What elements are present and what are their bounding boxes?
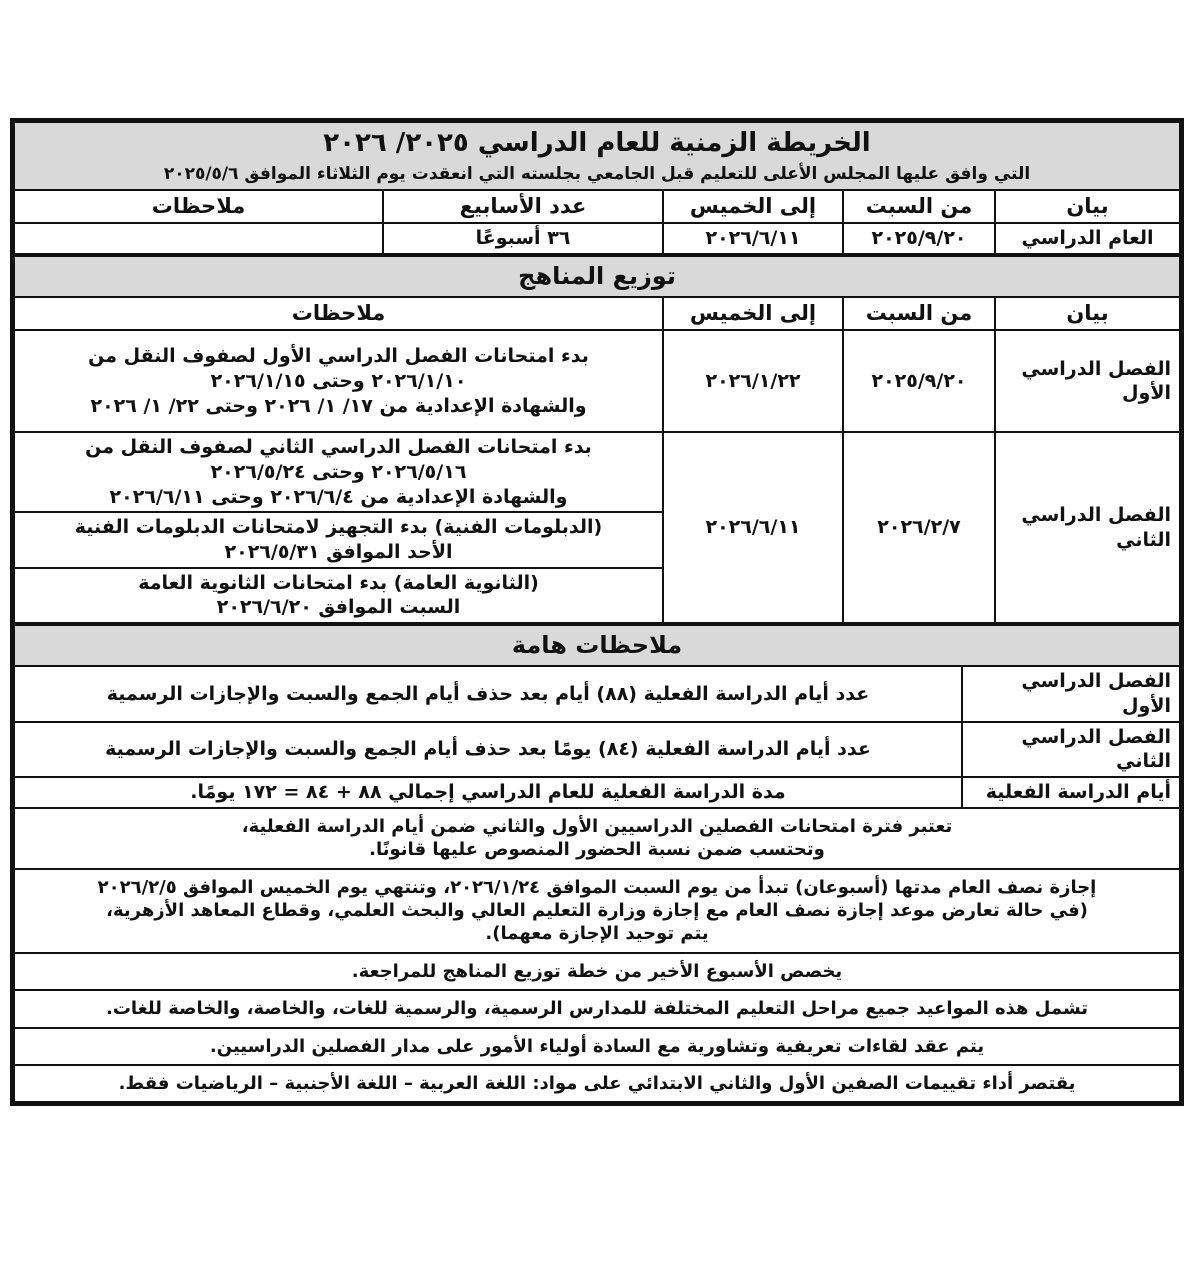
academic-year-row bbox=[14, 223, 1180, 254]
term1-from: ٢٠٢٥/٩/٢٠ bbox=[843, 330, 995, 432]
header-weeks: عدد الأسابيع bbox=[383, 190, 663, 223]
term2-note-line: ٢٠٢٦/٥/١٦ وحتى ٢٠٢٦/٥/٢٤ bbox=[210, 461, 467, 484]
midyear-note-row bbox=[14, 869, 1180, 953]
term1-notes bbox=[14, 330, 663, 432]
secondary-note-line: السبت الموافق ٢٠٢٦/٦/٢٠ bbox=[216, 596, 461, 619]
term2-notes-exams bbox=[14, 432, 663, 512]
term1-note-line: ٢٠٢٦/١/١٠ وحتى ٢٠٢٦/١/١٥ bbox=[210, 370, 467, 393]
term1-note-line: والشهادة الإعدادية من ١٧/ ١/ ٢٠٢٦ وحتى ٢٢/ ١/ ٢٠٢٦ bbox=[90, 394, 587, 417]
curriculum-header-statement: بيان bbox=[995, 297, 1180, 330]
important-section-title: ملاحظات هامة bbox=[14, 625, 1180, 666]
important-notes-table bbox=[13, 624, 1181, 1103]
curriculum-header-to: إلى الخميس bbox=[663, 297, 843, 330]
curriculum-section-title: توزيع المناهج bbox=[14, 256, 1180, 297]
important-row-label: الفصل الدراسي الأول bbox=[962, 666, 1180, 721]
important-row-label: أيام الدراسة الفعلية bbox=[962, 777, 1180, 808]
meetings-note-row bbox=[14, 1028, 1180, 1065]
midyear-note-line: يتم توحيد الإجازة معهما). bbox=[485, 923, 709, 945]
page-subtitle: التي وافق عليها المجلس الأعلى للتعليم قبل الجامعي بجلسته التي انعقدت يوم الثلاثاء الموافق ٢٠٢٥/٥/٦ bbox=[163, 163, 1031, 184]
curriculum-header-notes: ملاحظات bbox=[14, 297, 663, 330]
term1-note-line: بدء امتحانات الفصل الدراسي الأول لصفوف النقل من bbox=[88, 345, 589, 368]
diplomas-note-line: (الدبلومات الفنية) بدء التجهيز لامتحانات الدبلومات الفنية bbox=[74, 516, 603, 539]
exams-note-line: وتحتسب ضمن نسبة الحضور المنصوص عليها قانونًا. bbox=[369, 839, 825, 861]
year-table-header bbox=[14, 190, 1180, 223]
term1-to: ٢٠٢٦/١/٢٢ bbox=[663, 330, 843, 432]
diplomas-note-line: الأحد الموافق ٢٠٢٦/٥/٣١ bbox=[224, 541, 453, 564]
term1-label: الفصل الدراسي الأول bbox=[995, 330, 1180, 432]
title-row bbox=[14, 122, 1180, 190]
midyear-note-line: (في حالة تعارض موعد إجازة نصف العام مع إجازة وزارة التعليم العالي والبحث العلمي، وقطاع المعاهد الأزهرية، bbox=[106, 899, 1088, 921]
review-note: يخصص الأسبوع الأخير من خطة توزيع المناهج للمراجعة. bbox=[14, 953, 1180, 990]
assessments-note-row bbox=[14, 1065, 1180, 1102]
header-to: إلى الخميس bbox=[663, 190, 843, 223]
term2-to: ٢٠٢٦/٦/١١ bbox=[663, 432, 843, 623]
important-row-label: الفصل الدراسي الثاني bbox=[962, 722, 1180, 777]
term2-note-line: بدء امتحانات الفصل الدراسي الثاني لصفوف النقل من bbox=[85, 436, 592, 459]
important-section-head bbox=[14, 625, 1180, 666]
term2-row bbox=[14, 432, 1180, 512]
important-row bbox=[14, 777, 1180, 808]
important-row-text: عدد أيام الدراسة الفعلية (٨٤) يومًا بعد حذف أيام الجمع والسبت والإجازات الرسمية bbox=[14, 722, 962, 777]
header-notes: ملاحظات bbox=[14, 190, 383, 223]
term2-notes-secondary bbox=[14, 568, 663, 623]
assessments-note: يقتصر أداء تقييمات الصفين الأول والثاني الابتدائي على مواد: اللغة العربية – اللغة الأجنبية – الرياضيات فقط. bbox=[14, 1065, 1180, 1102]
exams-note-row bbox=[14, 808, 1180, 869]
term1-row bbox=[14, 330, 1180, 432]
header-statement: بيان bbox=[995, 190, 1180, 223]
curriculum-section-head bbox=[14, 256, 1180, 297]
important-row-text: مدة الدراسة الفعلية للعام الدراسي إجمالي ٨٨ + ٨٤ = ١٧٢ يومًا. bbox=[14, 777, 962, 808]
meetings-note: يتم عقد لقاءات تعريفية وتشاورية مع السادة أولياء الأمور على مدار الفصلين الدراسيين. bbox=[14, 1028, 1180, 1065]
academic-year-weeks: ٣٦ أسبوعًا bbox=[383, 223, 663, 254]
curriculum-table bbox=[13, 255, 1181, 624]
academic-year-label: العام الدراسي bbox=[995, 223, 1180, 254]
exams-note-line: تعتبر فترة امتحانات الفصلين الدراسيين الأول والثاني ضمن أيام الدراسة الفعلية، bbox=[241, 815, 953, 837]
term2-label: الفصل الدراسي الثاني bbox=[995, 432, 1180, 623]
exams-note bbox=[14, 808, 1180, 869]
important-row bbox=[14, 666, 1180, 721]
year-table bbox=[13, 121, 1181, 255]
important-row bbox=[14, 722, 1180, 777]
page-title: الخريطة الزمنية للعام الدراسي ٢٠٢٥/ ٢٠٢٦ bbox=[323, 128, 871, 158]
header-from: من السبت bbox=[843, 190, 995, 223]
midyear-note-line: إجازة نصف العام مدتها (أسبوعان) تبدأ من يوم السبت الموافق ٢٠٢٦/١/٢٤، وتنتهي يوم الخميس الموافق ٢٠٢٦/٢/٥ bbox=[97, 876, 1097, 898]
review-note-row bbox=[14, 953, 1180, 990]
midyear-note bbox=[14, 869, 1180, 953]
curriculum-header-from: من السبت bbox=[843, 297, 995, 330]
academic-year-to: ٢٠٢٦/٦/١١ bbox=[663, 223, 843, 254]
important-row-text: عدد أيام الدراسة الفعلية (٨٨) أيام بعد حذف أيام الجمع والسبت والإجازات الرسمية bbox=[14, 666, 962, 721]
curriculum-header bbox=[14, 297, 1180, 330]
term2-notes-diplomas bbox=[14, 512, 663, 567]
calendar-document bbox=[10, 118, 1184, 1106]
schools-note: تشمل هذه المواعيد جميع مراحل التعليم المختلفة للمدارس الرسمية، والرسمية للغات، والخاصة، والخاصة للغات. bbox=[14, 990, 1180, 1027]
academic-year-notes bbox=[14, 223, 383, 254]
term2-note-line: والشهادة الإعدادية من ٢٠٢٦/٦/٤ وحتى ٢٠٢٦/٦/١١ bbox=[109, 485, 568, 508]
schools-note-row bbox=[14, 990, 1180, 1027]
secondary-note-line: (الثانوية العامة) بدء امتحانات الثانوية العامة bbox=[138, 571, 539, 594]
term2-from: ٢٠٢٦/٢/٧ bbox=[843, 432, 995, 623]
academic-year-from: ٢٠٢٥/٩/٢٠ bbox=[843, 223, 995, 254]
